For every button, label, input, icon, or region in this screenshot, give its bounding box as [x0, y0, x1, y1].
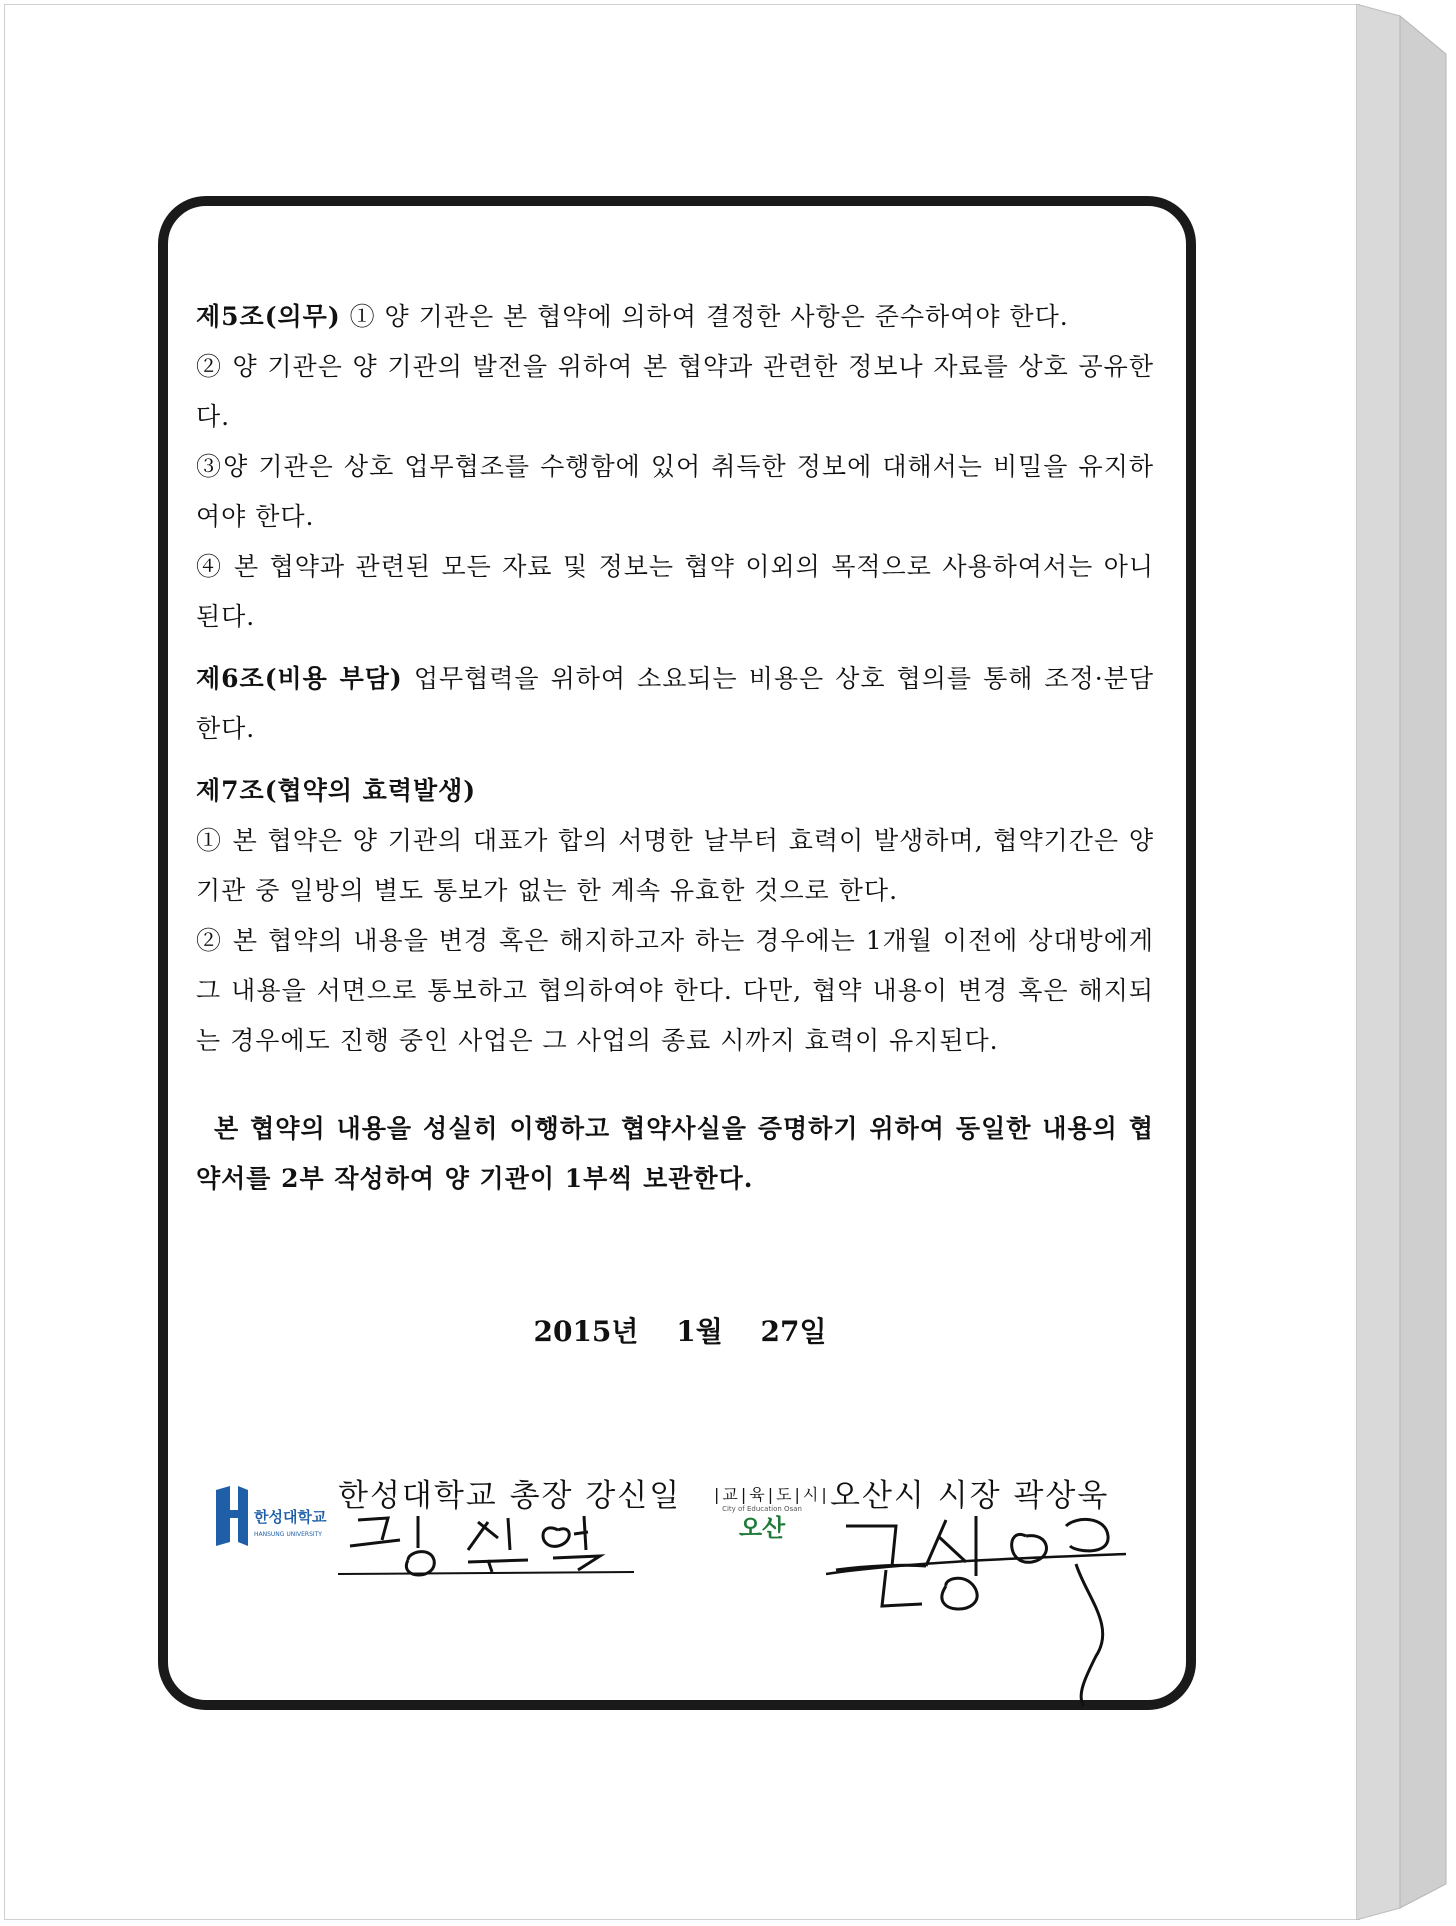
article-5-para-1: [196, 292, 1154, 342]
right-signatory-name: 오산시 시장 곽상욱: [830, 1478, 1110, 1514]
article-5-clause-3: ③양 기관은 상호 업무협조를 수행함에 있어 취득한 정보에 대해서는 비밀을 유지하여야 한다.: [196, 452, 1154, 531]
article-5-clause-4: ④ 본 협약과 관련된 모든 자료 및 정보는 협약 이외의 목적으로 사용하여서는 아니 된다.: [196, 552, 1154, 631]
left-signature: [338, 1500, 638, 1580]
agreement-body: [196, 292, 1154, 1204]
hansung-university-logo: [214, 1486, 330, 1546]
osan-logo-top: |교|육|도|시|: [714, 1485, 830, 1504]
article-7-heading: 제7조(협약의 효력발생): [196, 776, 477, 805]
article-5-clause-1: ① 양 기관은 본 협약에 의하여 결정한 사항은 준수하여야 한다.: [349, 302, 1069, 331]
agreement-date: 2015년 1월 27일: [533, 1315, 827, 1348]
article-5-heading: 제5조(의무): [196, 302, 341, 331]
left-signatory-name: 한성대학교 총장 강신일: [338, 1478, 682, 1514]
osan-logo-main: 오산: [738, 1514, 786, 1542]
article-6-heading: 제6조(비용 부담): [196, 664, 403, 693]
hansung-logo-text: 한성대학교: [254, 1508, 327, 1526]
page-stack-edge: [1356, 4, 1452, 1920]
article-6-text: 업무협력을 위하여 소요되는 비용은 상호 협의를 통해 조정·분담한다.: [196, 664, 1154, 743]
article-7-clause-1: ① 본 협약은 양 기관의 대표가 합의 서명한 날부터 효력이 발생하며, 협약기간은 양 기관 중 일방의 별도 통보가 없는 한 계속 유효한 것으로 한다.: [196, 826, 1154, 905]
osan-logo-subtext: City of Education Osan: [722, 1505, 802, 1513]
article-5-clause-2: ② 양 기관은 양 기관의 발전을 위하여 본 협약과 관련한 정보나 자료를 상호 공유한다.: [196, 352, 1154, 431]
osan-city-logo: [714, 1482, 830, 1566]
article-6: [196, 654, 1154, 754]
right-signature: [826, 1506, 1146, 1716]
article-7-clause-2: ② 본 협약의 내용을 변경 혹은 해지하고자 하는 경우에는 1개월 이전에 상대방에게 그 내용을 서면으로 통보하고 협의하여야 한다. 다만, 협약 내용이 변경 혹은 해지되는 경우에도 진행 중인 사업은 그 사업의 종료 시까지 효력이 유지된다.: [196, 926, 1154, 1055]
closing-statement: 본 협약의 내용을 성실히 이행하고 협약사실을 증명하기 위하여 동일한 내용의 협약서를 2부 작성하여 양 기관이 1부씩 보관한다.: [196, 1114, 1154, 1193]
hansung-logo-subtext: HANSUNG UNIVERSITY: [254, 1531, 322, 1538]
